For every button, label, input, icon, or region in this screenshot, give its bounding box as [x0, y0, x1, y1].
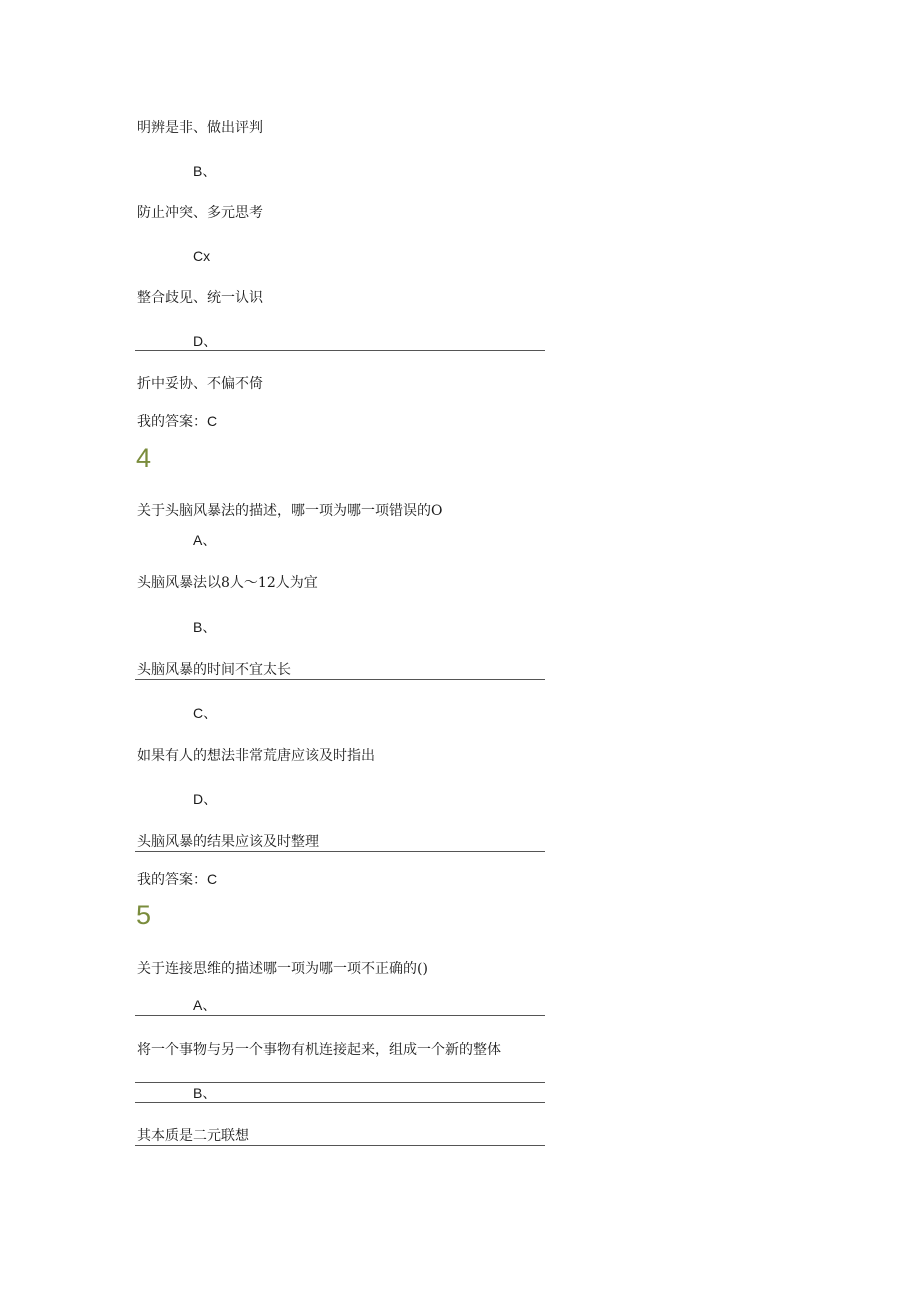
q4-option-a-label[interactable]: A、: [193, 532, 217, 548]
q4-option-b-label[interactable]: B、: [193, 619, 217, 635]
q4-option-d-text: 头脑风暴的结果应该及时整理: [137, 834, 319, 850]
q4-option-a-text: 头脑风暴法以8人～12人为宜: [137, 575, 318, 591]
q3-option-b-text: 防止冲突、多元思考: [137, 205, 263, 221]
q5-option-a-text: 将一个事物与另一个事物有机连接起来，组成一个新的整体: [137, 1042, 501, 1058]
answer-label: 我的答案：: [137, 414, 207, 430]
divider: [135, 679, 545, 680]
q3-option-c-label[interactable]: Cx: [193, 248, 211, 264]
answer-value: C: [207, 413, 218, 429]
q3-option-b-label[interactable]: B、: [193, 163, 217, 179]
q4-my-answer: [137, 871, 217, 888]
q4-question-text: 关于头脑风暴法的描述，哪一项为哪一项错误的O: [137, 503, 443, 519]
divider: [135, 350, 545, 351]
divider: [135, 1145, 545, 1146]
q3-my-answer: [137, 413, 217, 430]
divider: [135, 1015, 545, 1016]
q4-option-d-label[interactable]: D、: [193, 791, 218, 807]
q4-option-c-text: 如果有人的想法非常荒唐应该及时指出: [137, 748, 375, 764]
q4-option-c-label[interactable]: C、: [193, 705, 218, 721]
q3-option-d-text: 折中妥协、不偏不倚: [137, 376, 263, 392]
answer-label: 我的答案：: [137, 872, 207, 888]
question-number-4: 4: [136, 443, 152, 473]
q3-option-c-text: 整合歧见、统一认识: [137, 290, 263, 306]
q3-option-a-text: 明辨是非、做出评判: [137, 120, 263, 136]
q5-question-text: 关于连接思维的描述哪一项为哪一项不正确的(): [137, 961, 428, 977]
divider: [135, 1102, 545, 1103]
divider: [135, 851, 545, 852]
q5-option-b-label[interactable]: B、: [193, 1085, 217, 1101]
answer-value: C: [207, 871, 218, 887]
q4-option-b-text: 头脑风暴的时间不宜太长: [137, 662, 291, 678]
q3-option-d-label[interactable]: D、: [193, 333, 218, 349]
q5-option-b-text: 其本质是二元联想: [137, 1128, 249, 1144]
question-number-5: 5: [136, 900, 152, 930]
q5-option-a-label[interactable]: A、: [193, 997, 217, 1013]
divider: [135, 1082, 545, 1083]
